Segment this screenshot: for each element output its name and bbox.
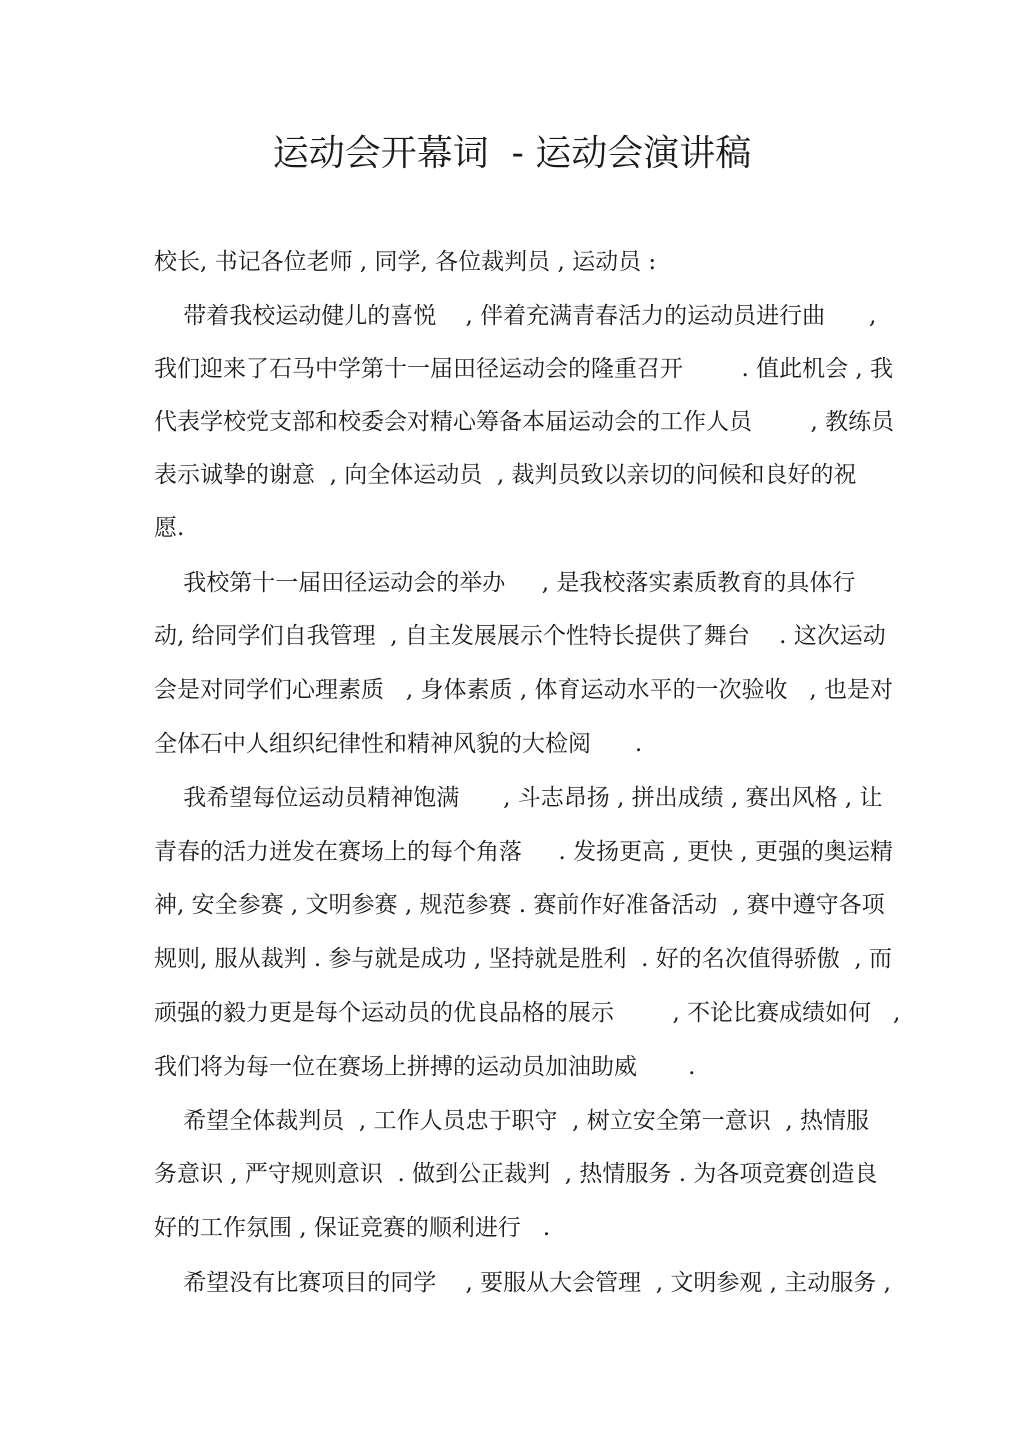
body-line: 我们将为每一位在赛场上拼搏的运动员加油助威 . xyxy=(154,1054,696,1080)
body-line: 顽强的毅力更是每个运动员的优良品格的展示 , 不论比赛成绩如何 , xyxy=(154,1000,901,1026)
body-line: 规则, 服从裁判 . 参与就是成功 , 坚持就是胜利 . 好的名次值得骄傲 , 而 xyxy=(154,946,892,972)
body-line: 全体石中人组织纪律性和精神风貌的大检阅 . xyxy=(154,731,643,757)
body-line: 会是对同学们心理素质 , 身体素质 , 体育运动水平的一次验收 , 也是对 xyxy=(154,677,894,703)
body-line: 表示诚挚的谢意 , 向全体运动员 , 裁判员致以亲切的问候和良好的祝 xyxy=(154,462,857,488)
body-line: 我校第十一届田径运动会的举办 , 是我校落实素质教育的具体行 xyxy=(154,570,856,596)
body-line: 带着我校运动健儿的喜悦 , 伴着充满青春活力的运动员进行曲 , xyxy=(154,303,877,329)
body-line: 代表学校党支部和校委会对精心筹备本届运动会的工作人员 , 教练员 xyxy=(154,409,895,435)
body-line: 动, 给同学们自我管理 , 自主发展展示个性特长提供了舞台 . 这次运动 xyxy=(154,623,886,649)
body-line: 神, 安全参赛 , 文明参赛 , 规范参赛 . 赛前作好准备活动 , 赛中遵守各项 xyxy=(154,892,885,918)
body-line: 希望全体裁判员 , 工作人员忠于职守 , 树立安全第一意识 , 热情服 xyxy=(154,1108,869,1134)
body-line: 青春的活力迸发在赛场上的每个角落 . 发扬更高 , 更快 , 更强的奥运精 xyxy=(154,839,894,865)
body-line: 我们迎来了石马中学第十一届田径运动会的隆重召开 . 值此机会 , 我 xyxy=(154,356,894,382)
body-line: 我希望每位运动员精神饱满 , 斗志昂扬 , 拼出成绩 , 赛出风格 , 让 xyxy=(154,785,883,811)
body-line: 好的工作氛围 , 保证竞赛的顺利进行 . xyxy=(154,1215,551,1241)
body-line: 愿. xyxy=(154,515,185,541)
body-line: 希望没有比赛项目的同学 , 要服从大会管理 , 文明参观 , 主动服务 , xyxy=(154,1270,891,1296)
document-title: 运动会开幕词 - 运动会演讲稿 xyxy=(272,133,752,174)
salutation-line: 校长, 书记各位老师 , 同学, 各位裁判员 , 运动员 : xyxy=(154,249,657,275)
body-line: 务意识 , 严守规则意识 . 做到公正裁判 , 热情服务 . 为各项竞赛创造良 xyxy=(154,1161,878,1187)
